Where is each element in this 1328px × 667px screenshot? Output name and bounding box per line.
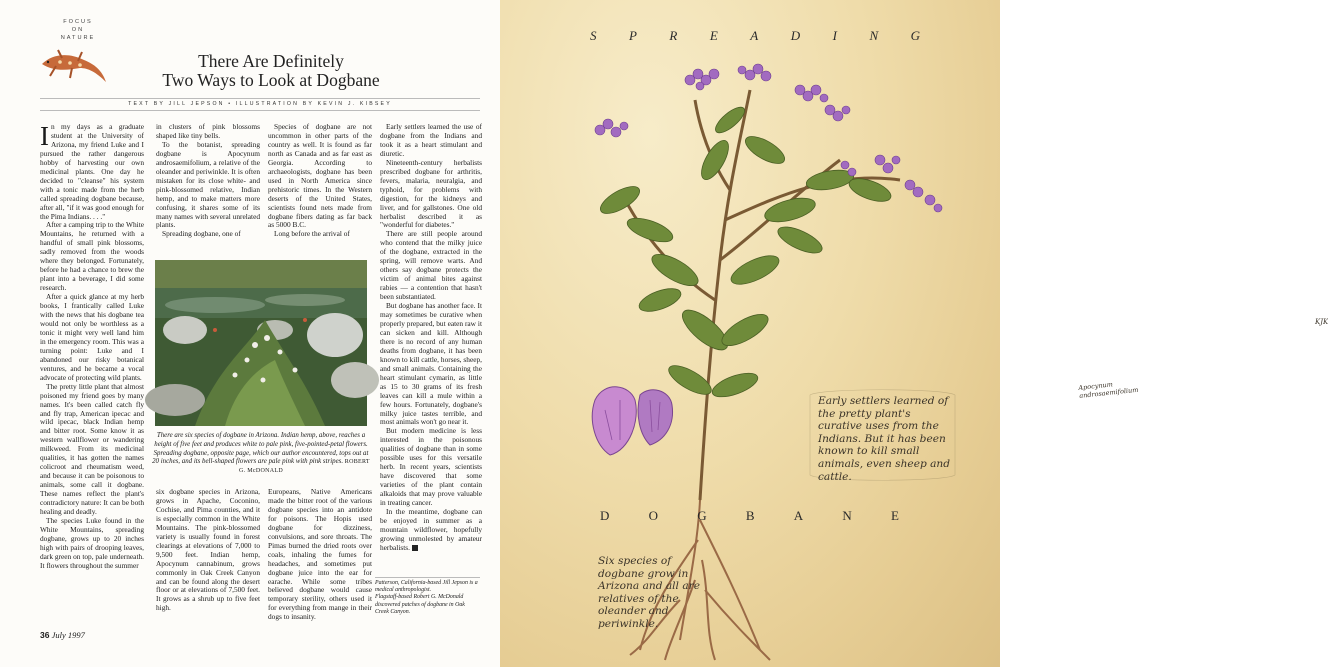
dogbane-illustration — [500, 0, 1000, 667]
illustration-note-left: Six species of dogbane grow in Arizona and all are relatives of the oleander and periwinkle. — [598, 555, 700, 630]
photo-credit: ROBERT G. McDONALD — [239, 459, 370, 475]
gecko-icon — [38, 42, 108, 86]
flower-clusters — [595, 64, 942, 212]
bell-flower-detail — [592, 387, 672, 455]
indian-hemp-photo — [155, 260, 367, 426]
text-column-3-top: Species of dogbane are not uncommon in other parts of the country as well. It is found as far north as Canada and as far east as Georgia. According to archaeologists, dogbane has been used in North America since prehistoric times. In the Western deserts of the United States, scientists found nets made from dogbane fibers dating as far back as 5000 B.C. Long before the arrival of — [268, 122, 372, 239]
text-column-2-bottom: six dogbane species in Arizona, grows in Apache, Coconino, Cochise, and Pima counties, and it is especially common in the White Mountains. The pink-blossomed variety is usually found in forest clearings at elevations of 7,000 to 9,500 feet. Indian hemp, Apocynum cannabinum, grows commonly in Oak Creek Canyon and can be found along the desert floor or at elevations of 7,500 feet. It grows as a shrub up to five feet high. — [156, 487, 260, 613]
left-page — [0, 0, 500, 667]
drop-cap: I — [40, 121, 49, 151]
text-column-2-top: in clusters of pink blossoms shaped like tiny bells. To the botanist, spreading dogbane is Apocynum androsaemifolium, a relative of the oleander and periwinkle. It is often mistaken for its close white- and pink-blossomed relative, Indian hemp, and to make matters more confusing, it shares some of its many names with several unrelated plants. Spreading dogbane, one of — [156, 122, 260, 239]
heading-dogbane: D O G B A N E — [600, 508, 900, 523]
end-mark-icon — [412, 545, 418, 551]
artist-signature: KJK — [1315, 318, 1328, 326]
section-label: FOCUS ON NATURE — [60, 19, 96, 41]
text-column-3-bottom: Europeans, Native Americans made the bitter root of the various dogbane species into an antidote for poisons. The Hopis used dogbane for dizziness, convulsions, and sore throats. The Pimas burned the dried roots over coals, inhaling the fumes for headaches, and sometimes put dogbane juice into the ear for earache. While some tribes believed dogbane would cause temporary sterility, others used it for everything from mange in their dogs to insanity. — [268, 487, 372, 622]
page-number: 36 — [40, 630, 50, 640]
article-title: There Are Definitely Two Ways to Look at Dogbane — [162, 51, 380, 90]
footnote-rule — [375, 577, 480, 578]
text-column-1: In my days as a graduate student at the University of Arizona, my friend Luke and I pursued the rather dangerous hobby of harvesting our own medicinal plants. One day he decided to "cleanse" his system with a tonic made from the herb called spreading dogbane because, after all, "if it was good enough for the Pima Indians. . . ." After a camping trip to the White Mountains, he returned with a handful of small pink blossoms, sadly removed from the woods where they belonged. Fortunately, before he had a chance to brew the plant into a beverage, I did some research. After a quick glance at my herb books, I frantically called Luke with the news that his dogbane tea would not only be worthless as a tonic it might very well land him in the emergency room. This was a turning point: Luke and I abandoned our risky botanical ventures, and he became a vocal advocate of protecting wild plants. The pretty little plant that almost poisoned my friend goes by many names. It's been called catch fly and fly trap, American ipecac and wild ipecac, black Indian hemp and bitter root. Some know it as western wallflower or wandering milkweed. From its medicinal qualities, it has gotten the names colicroot and rheumatism weed, and because it can be poisonous to animals, some call it dogbane. These names reflect the plant's contradictory nature: It can be both healing and deadly. The species Luke found in the White Mountains, spreading dogbane, grows up to 20 inches high with pairs of drooping leaves, dark green on top, pale underneath. It flowers throughout the summer — [40, 121, 144, 570]
divider — [40, 98, 480, 99]
heading-spreading: S P R E A D I N G — [590, 28, 920, 43]
illustration-note-right: Early settlers learned of the pretty plant's curative uses from the Indians. But it has been known to kill small animals, even sheep and cattle. — [818, 395, 951, 483]
text-column-4: Early settlers learned the use of dogbane from the Indians and took it as a heart stimulant and diuretic. Nineteenth-century herbalists prescribed dogbane for arthritis, fevers, malaria, neuralgia, and typhoid, for problems with digestion, for the kidneys and liver, and for gallstones. One old herbalist described it as "wonderful for diabetes." There are still people around who contend that the milky juice of the dogbane, extracted in the spring, will remove warts. And others say dogbane protects the victim of animal bites against rabies — a contention that hasn't been substantiated. But dogbane has another face. It may sometimes be curative when properly prepared, but eaten raw it can sicken and kill. Although there is no record of any human deaths from dogbane, it has been known to kill cattle, horses, sheep, and small animals. Containing the heart stimulant cymarin, as little as 15 to 30 grams of its fresh leaves can kill a mule within a few hours. Fortunately, dogbane's milky juice tastes terrible, and most animals won't go near it. But modern medicine is less interested in the poisonous qualities of dogbane than in some possible uses for this versatile herb. In recent years, scientists have discovered that some varieties of the plant contain alkaloids that may prove valuable in treating cancer. In the meantime, dogbane can be enjoyed in summer as a mountain wildflower, hopefully growing unmolested by amateur herbalists. — [380, 122, 482, 552]
leaves — [596, 103, 893, 402]
footnote: Patterson, California-based Jill Jepson is a medical anthropologist. Flagstaff-based Robert G. McDonald discovered patches of dogbane in Oak Creek Canyon. — [375, 580, 478, 615]
issue-date: July 1997 — [51, 630, 85, 640]
latin-name-label: Apocynum androsaemifolium — [1078, 380, 1139, 400]
page-footer — [40, 630, 85, 640]
divider — [40, 110, 480, 111]
right-page-illustration — [500, 0, 1328, 667]
photo-caption: There are six species of dogbane in Arizona. Indian hemp, above, reaches a height of five feet and produces white to pale pink, five-pointed-petal flowers. Spreading dogbane, opposite page, which our author encountered, tops out at 20 inches, and its bell-shaped flowers are pale pink with pink stripes. ROBERT G. McDONALD — [152, 432, 370, 475]
byline: TEXT BY JILL JEPSON • ILLUSTRATION BY KEVIN J. KIBSEY — [128, 101, 392, 107]
